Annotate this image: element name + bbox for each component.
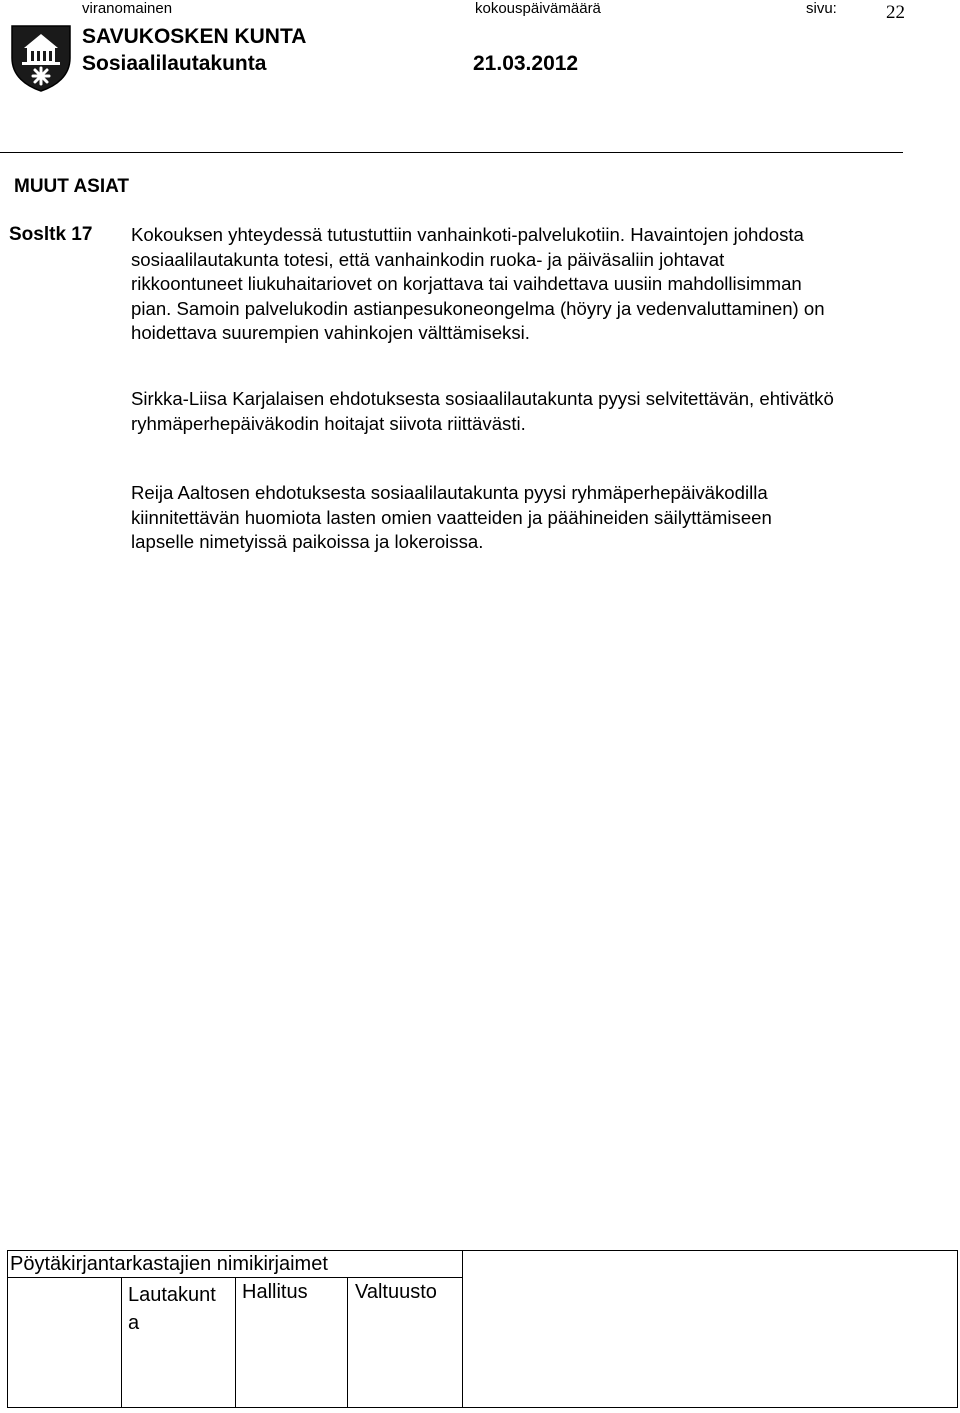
paragraph-line: pian. Samoin palvelukodin astianpesukoneongelma (höyry ja vedenvaluttaminen) on bbox=[131, 297, 825, 319]
signature-column-divider bbox=[121, 1277, 122, 1408]
signature-column-divider bbox=[347, 1277, 348, 1408]
paragraph-1 bbox=[131, 223, 911, 346]
header-divider bbox=[0, 152, 903, 153]
paragraph-line: Reija Aaltosen ehdotuksesta sosiaalilautakunta pyysi ryhmäperhepäiväkodilla bbox=[131, 482, 768, 503]
signature-column-divider bbox=[235, 1277, 236, 1408]
paragraph-line: hoidettava suurempien vahinkojen välttämiseksi. bbox=[131, 322, 530, 343]
authority-label: viranomainen bbox=[82, 0, 173, 17]
municipality-name: SAVUKOSKEN KUNTA bbox=[82, 25, 307, 48]
meeting-date-label: kokouspäivämäärä bbox=[475, 0, 601, 17]
paragraph-line: kiinnitettävän huomiota lasten omien vaatteiden ja päähineiden säilyttämiseen bbox=[131, 506, 772, 528]
page-number: 22 bbox=[886, 2, 905, 23]
section-title: MUUT ASIAT bbox=[14, 176, 130, 197]
page-label: sivu: bbox=[806, 0, 837, 17]
paragraph-line: lapselle nimetyissä paikoissa ja lokeroissa. bbox=[131, 531, 484, 552]
paragraph-2 bbox=[131, 387, 911, 436]
signature-col-board bbox=[128, 1281, 216, 1337]
coat-of-arms-logo bbox=[10, 24, 72, 92]
paragraph-line: sosiaalilautakunta totesi, että vanhainkodin ruoka- ja päiväsaliin johtavat bbox=[131, 248, 725, 270]
paragraph-3 bbox=[131, 481, 911, 555]
board-name: Sosiaalilautakunta bbox=[82, 52, 267, 75]
paragraph-line: rikkoontuneet liukuhaitariovet on korjattava tai vaihdettava uusiin mahdollisimman bbox=[131, 273, 802, 294]
paragraph-line: Sirkka-Liisa Karjalaisen ehdotuksesta sosiaalilautakunta pyysi selvitettävän, ehtivätkö bbox=[131, 388, 834, 409]
signature-col-board-line: a bbox=[128, 1312, 140, 1334]
item-code: Sosltk 17 bbox=[9, 224, 93, 245]
signature-column-divider bbox=[462, 1250, 463, 1408]
signature-col-council: Valtuusto bbox=[355, 1281, 437, 1303]
paragraph-line: ryhmäperhepäiväkodin hoitajat siivota riittävästi. bbox=[131, 412, 526, 434]
meeting-date: 21.03.2012 bbox=[473, 52, 579, 75]
signature-table-title: Pöytäkirjantarkastajien nimikirjaimet bbox=[10, 1253, 328, 1275]
paragraph-line: Kokouksen yhteydessä tutustuttiin vanhainkoti-palvelukotiin. Havaintojen johdosta bbox=[131, 224, 804, 245]
signature-col-board-line: Lautakunt bbox=[128, 1284, 216, 1306]
signature-col-government: Hallitus bbox=[242, 1281, 308, 1303]
